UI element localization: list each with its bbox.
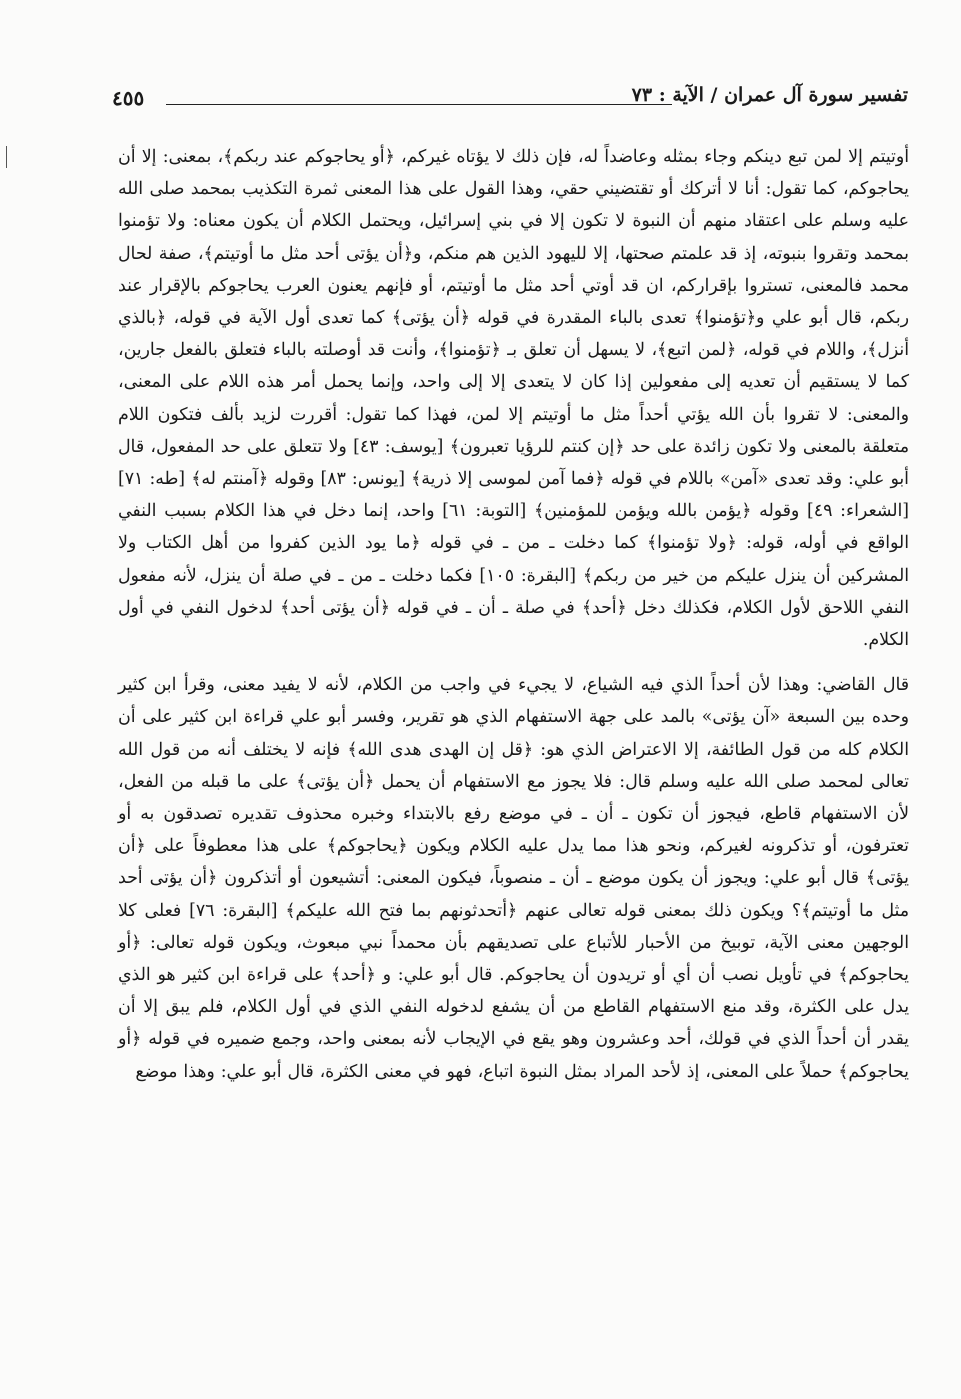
running-title: تفسير سورة آل عمران / الآية : ٧٣ [631, 84, 908, 106]
paragraph-2: قال القاضي: وهذا لأن أحداً الذي فيه الشياع، لا يجيء في واجب من الكلام، لأنه لا يفيد معنى، وقرأ ابن كثير وحده بين السبعة «آن يؤتى» بالمد على جهة الاستفهام الذي هو تقرير، وفسر أبو علي قراءة ابن كثير على أن الكلام كله من قول الطائفة، إلا الاعتراض الذي هو: ﴿قل إن الهدى هدى الله﴾ فإنه لا يختلف أنه من قول الله تعالى لمحمد صلى الله عليه وسلم قال: فلا يجوز مع الاستفهام أن يحمل ﴿أن يؤتى﴾ على ما قبله من الفعل، لأن الاستفهام قاطع، فيجوز أن تكون ـ أن ـ في موضع رفع بالابتداء وخبره محذوف تقديره تصدقون به أو تعترفون، أو تذكرونه لغيركم، ونحو هذا مما يدل عليه الكلام ويكون ﴿يحاجوكم﴾ على هذا معطوفاً على ﴿أن يؤتى﴾ قال أبو علي: ويجوز أن يكون موضع ـ أن ـ منصوباً، فيكون المعنى: أتشيعون أو أتذكرون ﴿أن يؤتى أحد مثل ما أوتيتم﴾؟ ويكون ذلك بمعنى قوله تعالى عنهم ﴿أتحدثونهم بما فتح الله عليكم﴾ [البقرة: ٧٦] فعلى كلا الوجهين معنى الآية، توبيخ من الأحبار للأتباع على تصديقهم بأن محمداً نبي مبعوث، ويكون قوله تعالى: ﴿أو يحاجوكم﴾ في تأويل نصب أن أي أو تريدون أن يحاجوكم. قال أبو علي: و ﴿أحد﴾ على قراءة ابن كثير هو الذي يدل على الكثرة، وقد منع الاستفهام القاطع من أن يشفع لدخوله النفي الذي في أول الكلام، فلم يبق إلا أن يقدر أن أحداً الذي في قولك، أحد وعشرون وهو يقع في الإيجاب لأنه بمعنى واحد، وجمع ضميره في قوله ﴿أو يحاجوكم﴾ حملاً على المعنى، إذ لأحد المراد بمثل النبوة اتباع، فهو في معنى الكثرة، قال أبو علي: وهذا موضع [118, 675, 909, 1082]
page-header [112, 84, 908, 124]
paragraph-1: أوتيتم إلا لمن تبع دينكم وجاء بمثله وعاضداً له، فإن ذلك لا يؤتاه غيركم، ﴿أو يحاجوكم عند ربكم﴾، بمعنى: إلا أن يحاجوكم، كما تقول: أنا لا أتركك أو تقتضيني حقي، وهذا القول على هذا المعنى ثمرة التكذيب بمحمد صلى الله عليه وسلم على اعتقاد منهم أن النبوة لا تكون إلا في بني إسرائيل، ويحتمل الكلام أن يكون معناه: ولا تؤمنوا بمحمد وتقروا بنبوته، إذ قد علمتم صحتها، إلا لليهود الذين هم منكم، و﴿أن يؤتى أحد مثل ما أوتيتم﴾، صفة لحال محمد فالمعنى، تستروا بإقراركم، ان قد أوتي أحد مثل ما أوتيتم، أو فإنهم يعنون العرب يحاجوكم بالإقرار عند ربكم، قال أبو علي و﴿تؤمنوا﴾ تعدى بالباء المقدرة في قوله ﴿أن يؤتى﴾ كما تعدى أول الآية في قوله، ﴿بالذي أنزل﴾، واللام في قوله، ﴿لمن اتبع﴾، لا يسهل أن تعلق بـ ﴿تؤمنوا﴾، وأنت قد أوصلته بالباء فتعلق بالفعل جارين، كما لا يستقيم أن تعديه إلى مفعولين إذا كان لا يتعدى إلا إلى واحد، وإنما يحمل أمر هذه اللام على المعنى، والمعنى: لا تقروا بأن الله يؤتي أحداً مثل ما أوتيتم إلا لمن، فهذا كما تقول: أقررت لزيد بألف فتكون اللام متعلقة بالمعنى ولا تكون زائدة على حد ﴿إن كنتم للرؤيا تعبرون﴾ [يوسف: ٤٣] ولا تتعلق على حد المفعول، قال أبو علي: وقد تعدى «آمن» باللام في قوله ﴿فما آمن لموسى إلا ذرية﴾ [يونس: ٨٣] وقوله ﴿آمنتم له﴾ [طه: ٧١] [الشعراء: ٤٩] وقوله ﴿يؤمن بالله ويؤمن للمؤمنين﴾ [التوبة: ٦١] واحد، إنما دخل في هذا الكلام بسبب النفي الواقع في أوله، قوله: ﴿ولا تؤمنوا﴾ كما دخلت ـ من ـ في قوله ﴿ما يود الذين كفروا من أهل الكتاب ولا المشركين أن ينزل عليكم من خير من ربكم﴾ [البقرة: ١٠٥] فكما دخلت ـ من ـ في صلة أن ينزل، لأنه مفعول النفي اللاحق لأول الكلام، فكذلك دخل ﴿أحد﴾ في صلة ـ أن ـ في قوله ﴿أن يؤتى أحد﴾ لدخول النفي في أول الكلام. [118, 147, 910, 651]
margin-mark [6, 146, 7, 168]
commentary-body [118, 141, 909, 1088]
page-number: ٤٥٥ [112, 86, 145, 110]
header-rule [166, 104, 672, 105]
